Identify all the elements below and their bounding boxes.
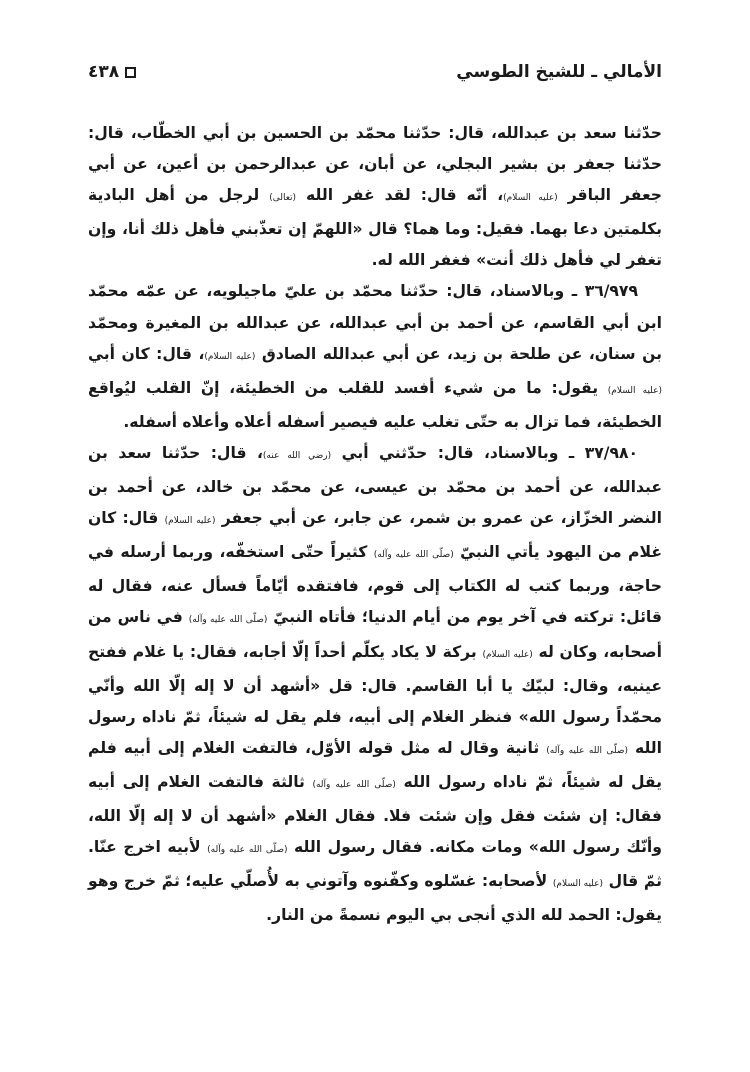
paragraph-text: وبالاسناد، قال: حدّثنا محمّد بن عليّ ماجيلويه، عن عمّه محمّد ابن أبي القاسم، عن أحمد بن أبي عبدالله، عن عبدالله بن المغيرة ومحمّد بن سنان، عن طلحة بن زيد، عن أبي عبدالله الصادق: [88, 282, 662, 363]
page-number: ٤٣٨: [88, 62, 120, 82]
paragraph-text: ثالثة فالتفت الغلام إلى أبيه فقال: إن شئت فقل وإن شئت فلا. فقال الغلام «أشهد أن لا إله إلّا الله، وأنّك رسول الله» ومات مكانه. فقال رسول الله: [88, 772, 662, 857]
honorific-text: (عليه السلام): [164, 516, 216, 527]
paragraph-text: وبالاسناد، قال: حدّثني أبي: [331, 443, 559, 462]
hadith-number: ٣٧/٩٨٠ ـ: [558, 443, 639, 462]
honorific-text: (عليه السلام): [607, 385, 662, 396]
paragraph: [88, 118, 662, 276]
paragraph-text: حدّثنا سعد بن عبدالله، قال: حدّثنا محمّد بن الحسين بن أبي الخطّاب، قال: حدّثنا جعفر بن بشير البجلي، عن أبان، عن عبدالرحمن بن أعين، عن أبي جعفر الباقر: [88, 124, 662, 205]
honorific-text: (صلّى الله عليه وآله): [373, 550, 454, 561]
honorific-text: (صلّى الله عليه وآله): [312, 779, 396, 790]
honorific-text: (عليه السلام): [482, 649, 533, 660]
paragraph-text: كثيراً حتّى استخفّه، وربما أرسله في حاجة، وربما كتب له الكتاب إلى قوم، فافتقده أيّاماً فسأل عنه، فقال له قائل: تركته في آخر يوم من أيام الدنيا؛ فأتاه النبيّ: [88, 543, 662, 627]
page-box-icon: [125, 67, 136, 78]
paragraph-text: ، قال: حدّثنا سعد بن عبدالله، عن أحمد بن محمّد بن عيسى، عن محمّد بن خالد، عن أحمد بن النضر الخزّاز، عن عمرو بن شمر، عن جابر، عن أبي جعفر: [88, 443, 662, 528]
paragraph-text: بركة لا يكاد يكلّم أحداً إلّا أجابه، فقال: يا غلام ففتح عينيه، وقال: لبيّك يا أبا القاسم. قال: قل «أشهد أن لا إله إلّا الله وأنّي محمّداً رسول الله» فنظر الغلام إلى أبيه، فلم يقل له شيئاً، ثمّ ناداه رسول الله: [88, 642, 663, 757]
paragraph-text: لأصحابه: غسّلوه وكفّنوه وآتوني به لأُصلّي عليه؛ ثمّ خرج وهو يقول: الحمد لله الذي أنجى بي اليوم نسمةً من النار.: [88, 872, 662, 925]
honorific-text: (صلّى الله عليه وآله): [207, 845, 288, 856]
honorific-text: (صلّى الله عليه وآله): [546, 745, 628, 756]
paragraph-text: لأبيه اخرج عنّا. ثمّ قال: [88, 838, 662, 891]
honorific-text: (عليه السلام): [552, 879, 604, 890]
paragraph-text: ثانية وقال له مثل قوله الأوّل، فالتفت الغلام إلى أبيه فلم يقل له شيئاً، ثمّ ناداه رسول الله: [88, 738, 662, 791]
honorific-text: (عليه السلام): [204, 351, 256, 362]
paragraph-text: يقول: ما من شيء أفسد للقلب من الخطيئة، إنّ القلب ليُواقع الخطيئة، فما تزال به حتّى تغلب عليه فيصير أسفله أعلاه وأعلاه أسفله.: [88, 378, 662, 431]
honorific-text: (عليه السلام): [503, 193, 558, 204]
running-header: [88, 58, 662, 86]
paragraph-text: قال: كان غلام من اليهود يأتي النبيّ: [88, 509, 662, 562]
paragraph-text: لرجل من أهل البادية بكلمتين دعا بهما. فقيل: وما هما؟ قال «اللهمّ إن تعذّبني فأهل ذلك أنا، وإن تغفر لي فأهل ذلك أنت» فغفر الله له.: [88, 186, 662, 270]
page-number-group: [88, 62, 136, 82]
paragraph-text: في ناس من أصحابه، وكان له: [88, 608, 662, 661]
honorific-text: (صلّى الله عليه وآله): [188, 615, 268, 626]
hadith-number: ٣٦/٩٧٩ ـ: [564, 282, 638, 301]
honorific-text: (رضي الله عنه): [262, 450, 332, 461]
paragraph-text: ، قال: كان أبي: [88, 344, 205, 363]
paragraph: [88, 438, 662, 931]
paragraph: [88, 276, 662, 437]
body-text: [88, 118, 662, 931]
book-title: الأمالي ـ للشيخ الطوسي: [456, 62, 662, 82]
honorific-text: (تعالى): [269, 193, 297, 204]
paragraph-text: ، أنّه قال: لقد غفر الله: [296, 186, 504, 205]
